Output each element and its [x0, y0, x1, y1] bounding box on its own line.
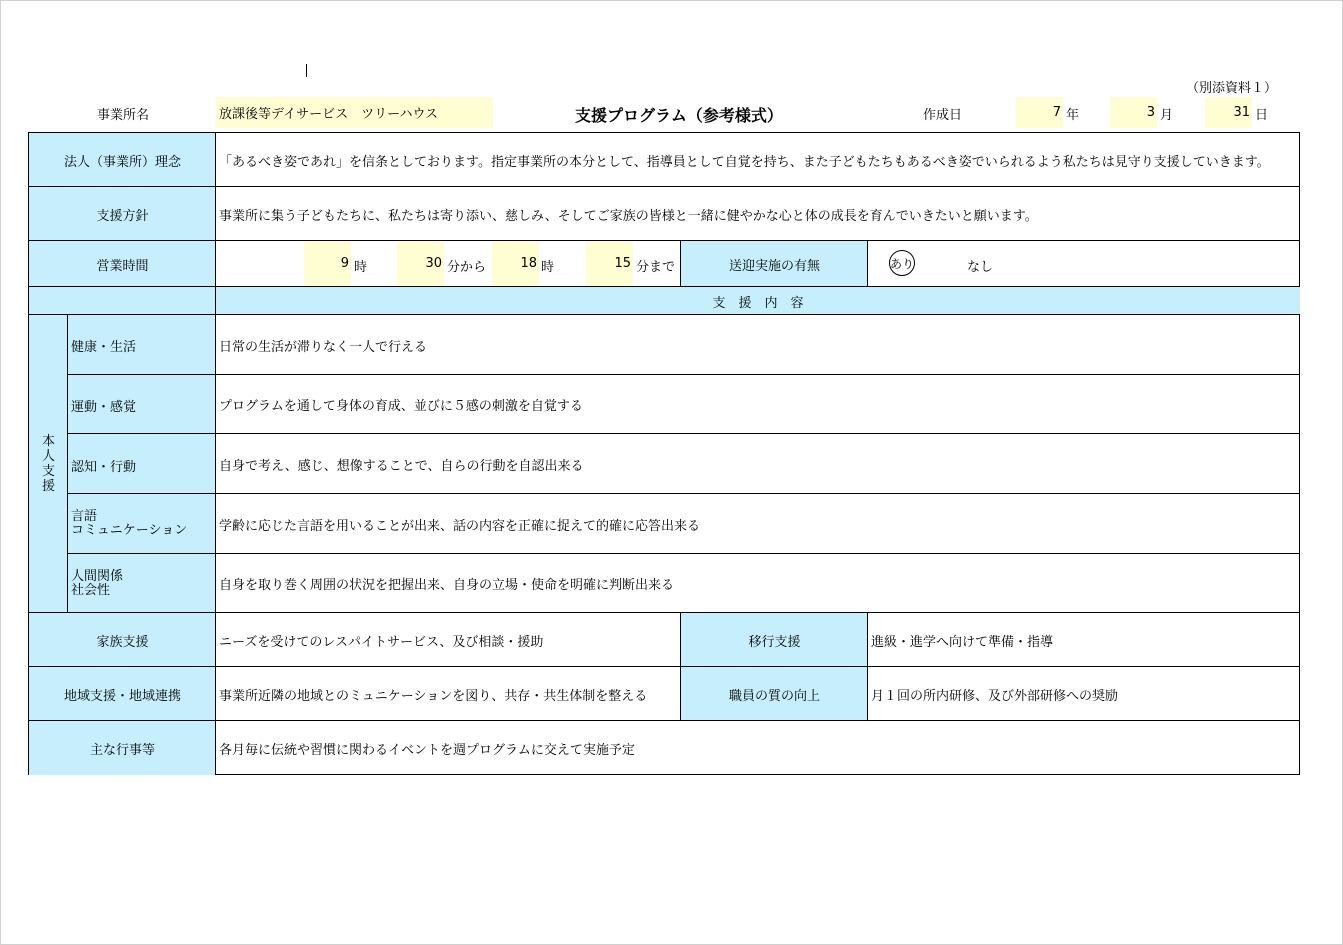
content-language-cell[interactable] — [215, 493, 1300, 554]
start-hour-unit: 時 — [354, 260, 368, 275]
personal-support-char-2: 人 — [41, 449, 55, 464]
category-social-line1: 人間関係 — [71, 568, 124, 584]
content-language: 学齢に応じた言語を用いることが出来、話の内容を正確に捉えて的確に応答出来る — [219, 518, 701, 534]
staff-label: 職員の質の向上 — [728, 688, 820, 704]
appendix-label: （別添資料１） — [1186, 81, 1278, 96]
events-label-cell — [28, 720, 216, 775]
transport-label: 送迎実施の有無 — [728, 258, 820, 274]
content-motor-cell[interactable] — [215, 374, 1300, 434]
page-title: 支援プログラム（参考様式） — [575, 106, 783, 125]
staff-text: 月１回の所内研修、及び外部研修への奨励 — [871, 688, 1119, 704]
created-date-label: 作成日 — [923, 108, 963, 123]
events-cell[interactable] — [215, 720, 1300, 775]
start-hour-value: 9 — [340, 256, 349, 271]
community-label: 地域支援・地域連携 — [63, 688, 181, 704]
transport-yes-option[interactable] — [889, 250, 915, 276]
facility-name-value: 放課後等デイサービス ツリーハウス — [219, 107, 439, 122]
facility-name-label: 事業所名 — [97, 108, 150, 123]
philosophy-text: 「あるべき姿であれ」を信条としております。指定事業所の本分として、指導員として自覚を持ち、また子どもたちもあるべき姿でいられるよう私たちは見守り支援していきます。 — [219, 154, 1270, 170]
community-text: 事業所近隣の地域とのミュニケーションを図り、共存・共生体制を整える — [219, 688, 648, 704]
start-hour-field[interactable] — [304, 241, 351, 286]
events-text: 各月毎に伝統や習慣に関わるイベントを週プログラムに交えて実施予定 — [219, 742, 635, 758]
content-social: 自身を取り巻く周囲の状況を把握出来、自身の立場・使命を明確に判断出来る — [219, 578, 675, 593]
personal-support-char-3: 支 — [41, 464, 55, 479]
policy-label-cell — [28, 186, 216, 241]
personal-support-char-1: 本 — [41, 434, 55, 449]
support-content-header-cell — [215, 286, 1300, 315]
year-field[interactable] — [1016, 97, 1063, 128]
transition-label: 移行支援 — [748, 634, 801, 650]
transport-label-cell — [680, 240, 868, 287]
philosophy-label-cell — [28, 132, 216, 187]
month-value: 3 — [1146, 105, 1155, 120]
staff-label-cell — [680, 666, 868, 721]
start-minute-field[interactable] — [397, 241, 444, 286]
policy-label: 支援方針 — [96, 208, 149, 224]
transition-text: 進級・進学へ向けて準備・指導 — [871, 634, 1054, 650]
day-field[interactable] — [1205, 97, 1252, 128]
family-label: 家族支援 — [96, 634, 149, 650]
transport-yes-label: あり — [890, 256, 915, 271]
category-health-cell — [67, 314, 216, 375]
content-health-cell[interactable] — [215, 314, 1300, 375]
month-field[interactable] — [1110, 97, 1157, 128]
facility-name-field[interactable] — [216, 97, 493, 128]
hours-label-cell — [28, 240, 216, 287]
events-label: 主な行事等 — [89, 742, 155, 758]
philosophy-cell[interactable] — [215, 132, 1300, 187]
year-unit: 年 — [1066, 108, 1080, 123]
until-unit: 分まで — [636, 260, 676, 275]
content-cognition-cell[interactable] — [215, 433, 1300, 494]
community-cell[interactable] — [215, 666, 681, 721]
family-text: ニーズを受けてのレスパイトサービス、及び相談・援助 — [219, 634, 544, 650]
policy-text: 事業所に集う子どもたちに、私たちは寄り添い、慈しみ、そしてご家族の皆様と一緒に健やかな心と体の成長を育んでいきたいと願います。 — [219, 208, 1038, 224]
category-language-cell — [67, 493, 216, 554]
year-value: 7 — [1052, 105, 1061, 120]
community-label-cell — [28, 666, 216, 721]
hours-label: 営業時間 — [96, 258, 149, 274]
month-unit: 月 — [1160, 108, 1174, 123]
day-value: 31 — [1233, 105, 1250, 120]
transport-no-option[interactable]: なし — [967, 260, 994, 275]
transition-label-cell — [680, 612, 868, 667]
transport-cell — [867, 240, 1300, 287]
transition-cell[interactable] — [867, 612, 1300, 667]
staff-cell[interactable] — [867, 666, 1300, 721]
category-social-cell — [67, 553, 216, 613]
personal-support-char-4: 援 — [41, 479, 55, 494]
day-unit: 日 — [1255, 108, 1269, 123]
category-motor: 運動・感覚 — [71, 400, 137, 415]
end-hour-unit: 時 — [541, 260, 555, 275]
content-health: 日常の生活が滞りなく一人で行える — [219, 339, 428, 355]
family-label-cell — [28, 612, 216, 667]
category-motor-cell — [67, 374, 216, 434]
category-language-line2: コミュニケーション — [71, 523, 188, 538]
start-minute-value: 30 — [425, 256, 442, 271]
text-cursor — [306, 64, 307, 77]
category-cognition: 認知・行動 — [71, 459, 137, 475]
support-content-header: 支 援 内 容 — [712, 295, 804, 311]
personal-support-label-cell — [28, 314, 68, 613]
end-minute-value: 15 — [614, 256, 631, 271]
philosophy-label: 法人（事業所）理念 — [63, 154, 181, 170]
end-minute-field[interactable] — [586, 241, 633, 286]
policy-cell[interactable] — [215, 186, 1300, 241]
category-cognition-cell — [67, 433, 216, 494]
support-content-header-blank — [28, 286, 216, 315]
category-health: 健康・生活 — [71, 339, 137, 355]
category-social-line2: 社会性 — [71, 582, 111, 598]
content-cognition: 自身で考え、感じ、想像することで、自らの行動を自認出来る — [219, 458, 584, 474]
from-unit: 分から — [447, 260, 487, 275]
end-hour-field[interactable] — [492, 241, 539, 286]
content-social-cell[interactable] — [215, 553, 1300, 613]
category-language-line1: 言語 — [71, 509, 98, 524]
family-cell[interactable] — [215, 612, 681, 667]
end-hour-value: 18 — [520, 256, 537, 271]
content-motor: プログラムを通して身体の育成、並びに５感の刺激を自覚する — [219, 399, 583, 414]
